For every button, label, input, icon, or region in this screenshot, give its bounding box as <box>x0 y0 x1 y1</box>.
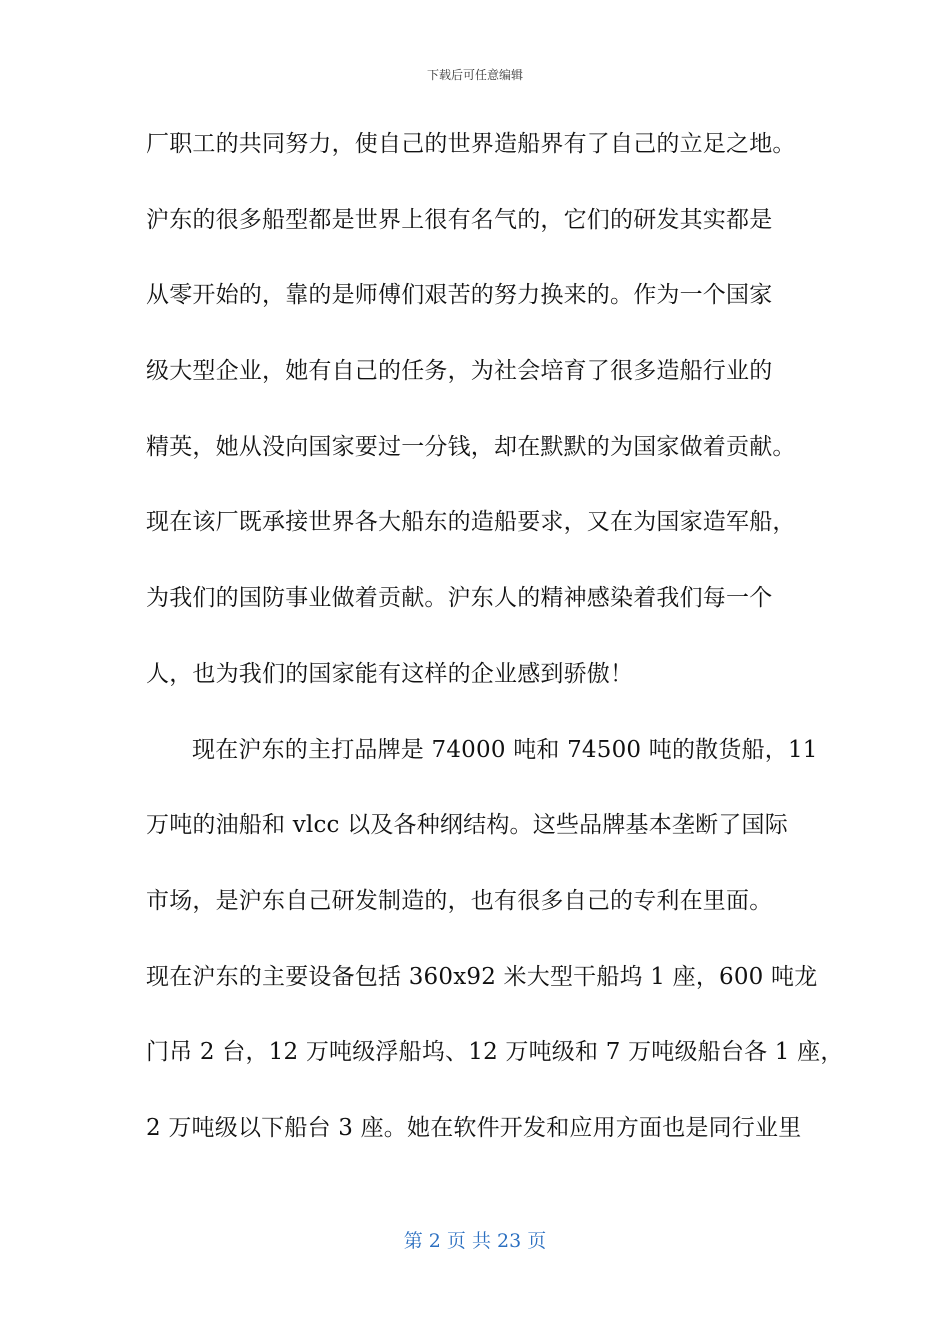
text-line: 人，也为我们的国家能有这样的企业感到骄傲！ <box>146 660 634 687</box>
text-line: 级大型企业，她有自己的任务，为社会培育了很多造船行业的 <box>146 358 773 385</box>
page-number-footer: 第 2 页 共 23 页 <box>403 1230 547 1252</box>
document-body <box>146 124 844 1184</box>
text-line: 从零开始的，靠的是师傅们艰苦的努力换来的。作为一个国家 <box>146 282 773 309</box>
text-line: 门吊 2 台，12 万吨级浮船坞、12 万吨级和 7 万吨级船台各 1 座， <box>146 1039 844 1066</box>
text-line: 现在该厂既承接世界各大船东的造船要求，又在为国家造军船， <box>146 509 796 536</box>
text-line: 2 万吨级以下船台 3 座。她在软件开发和应用方面也是同行业里 <box>146 1114 802 1141</box>
text-line: 厂职工的共同努力，使自己的世界造船界有了自己的立足之地。 <box>146 131 796 157</box>
text-line: 沪东的很多船型都是世界上很有名气的，它们的研发其实都是 <box>146 206 773 233</box>
text-line: 精英，她从没向国家要过一分钱，却在默默的为国家做着贡献。 <box>146 433 796 460</box>
text-line: 为我们的国防事业做着贡献。沪东人的精神感染着我们每一个 <box>146 585 773 612</box>
text-line: 市场，是沪东自己研发制造的，也有很多自己的专利在里面。 <box>146 887 773 914</box>
page-header-note: 下载后可任意编辑 <box>426 68 523 82</box>
text-line: 万吨的油船和 vlcc 以及各种纲结构。这些品牌基本垄断了国际 <box>146 812 788 839</box>
paragraph-first-line: 现在沪东的主打品牌是 74000 吨和 74500 吨的散货船，11 <box>192 736 818 763</box>
text-line: 现在沪东的主要设备包括 360x92 米大型干船坞 1 座，600 吨龙 <box>146 963 818 990</box>
